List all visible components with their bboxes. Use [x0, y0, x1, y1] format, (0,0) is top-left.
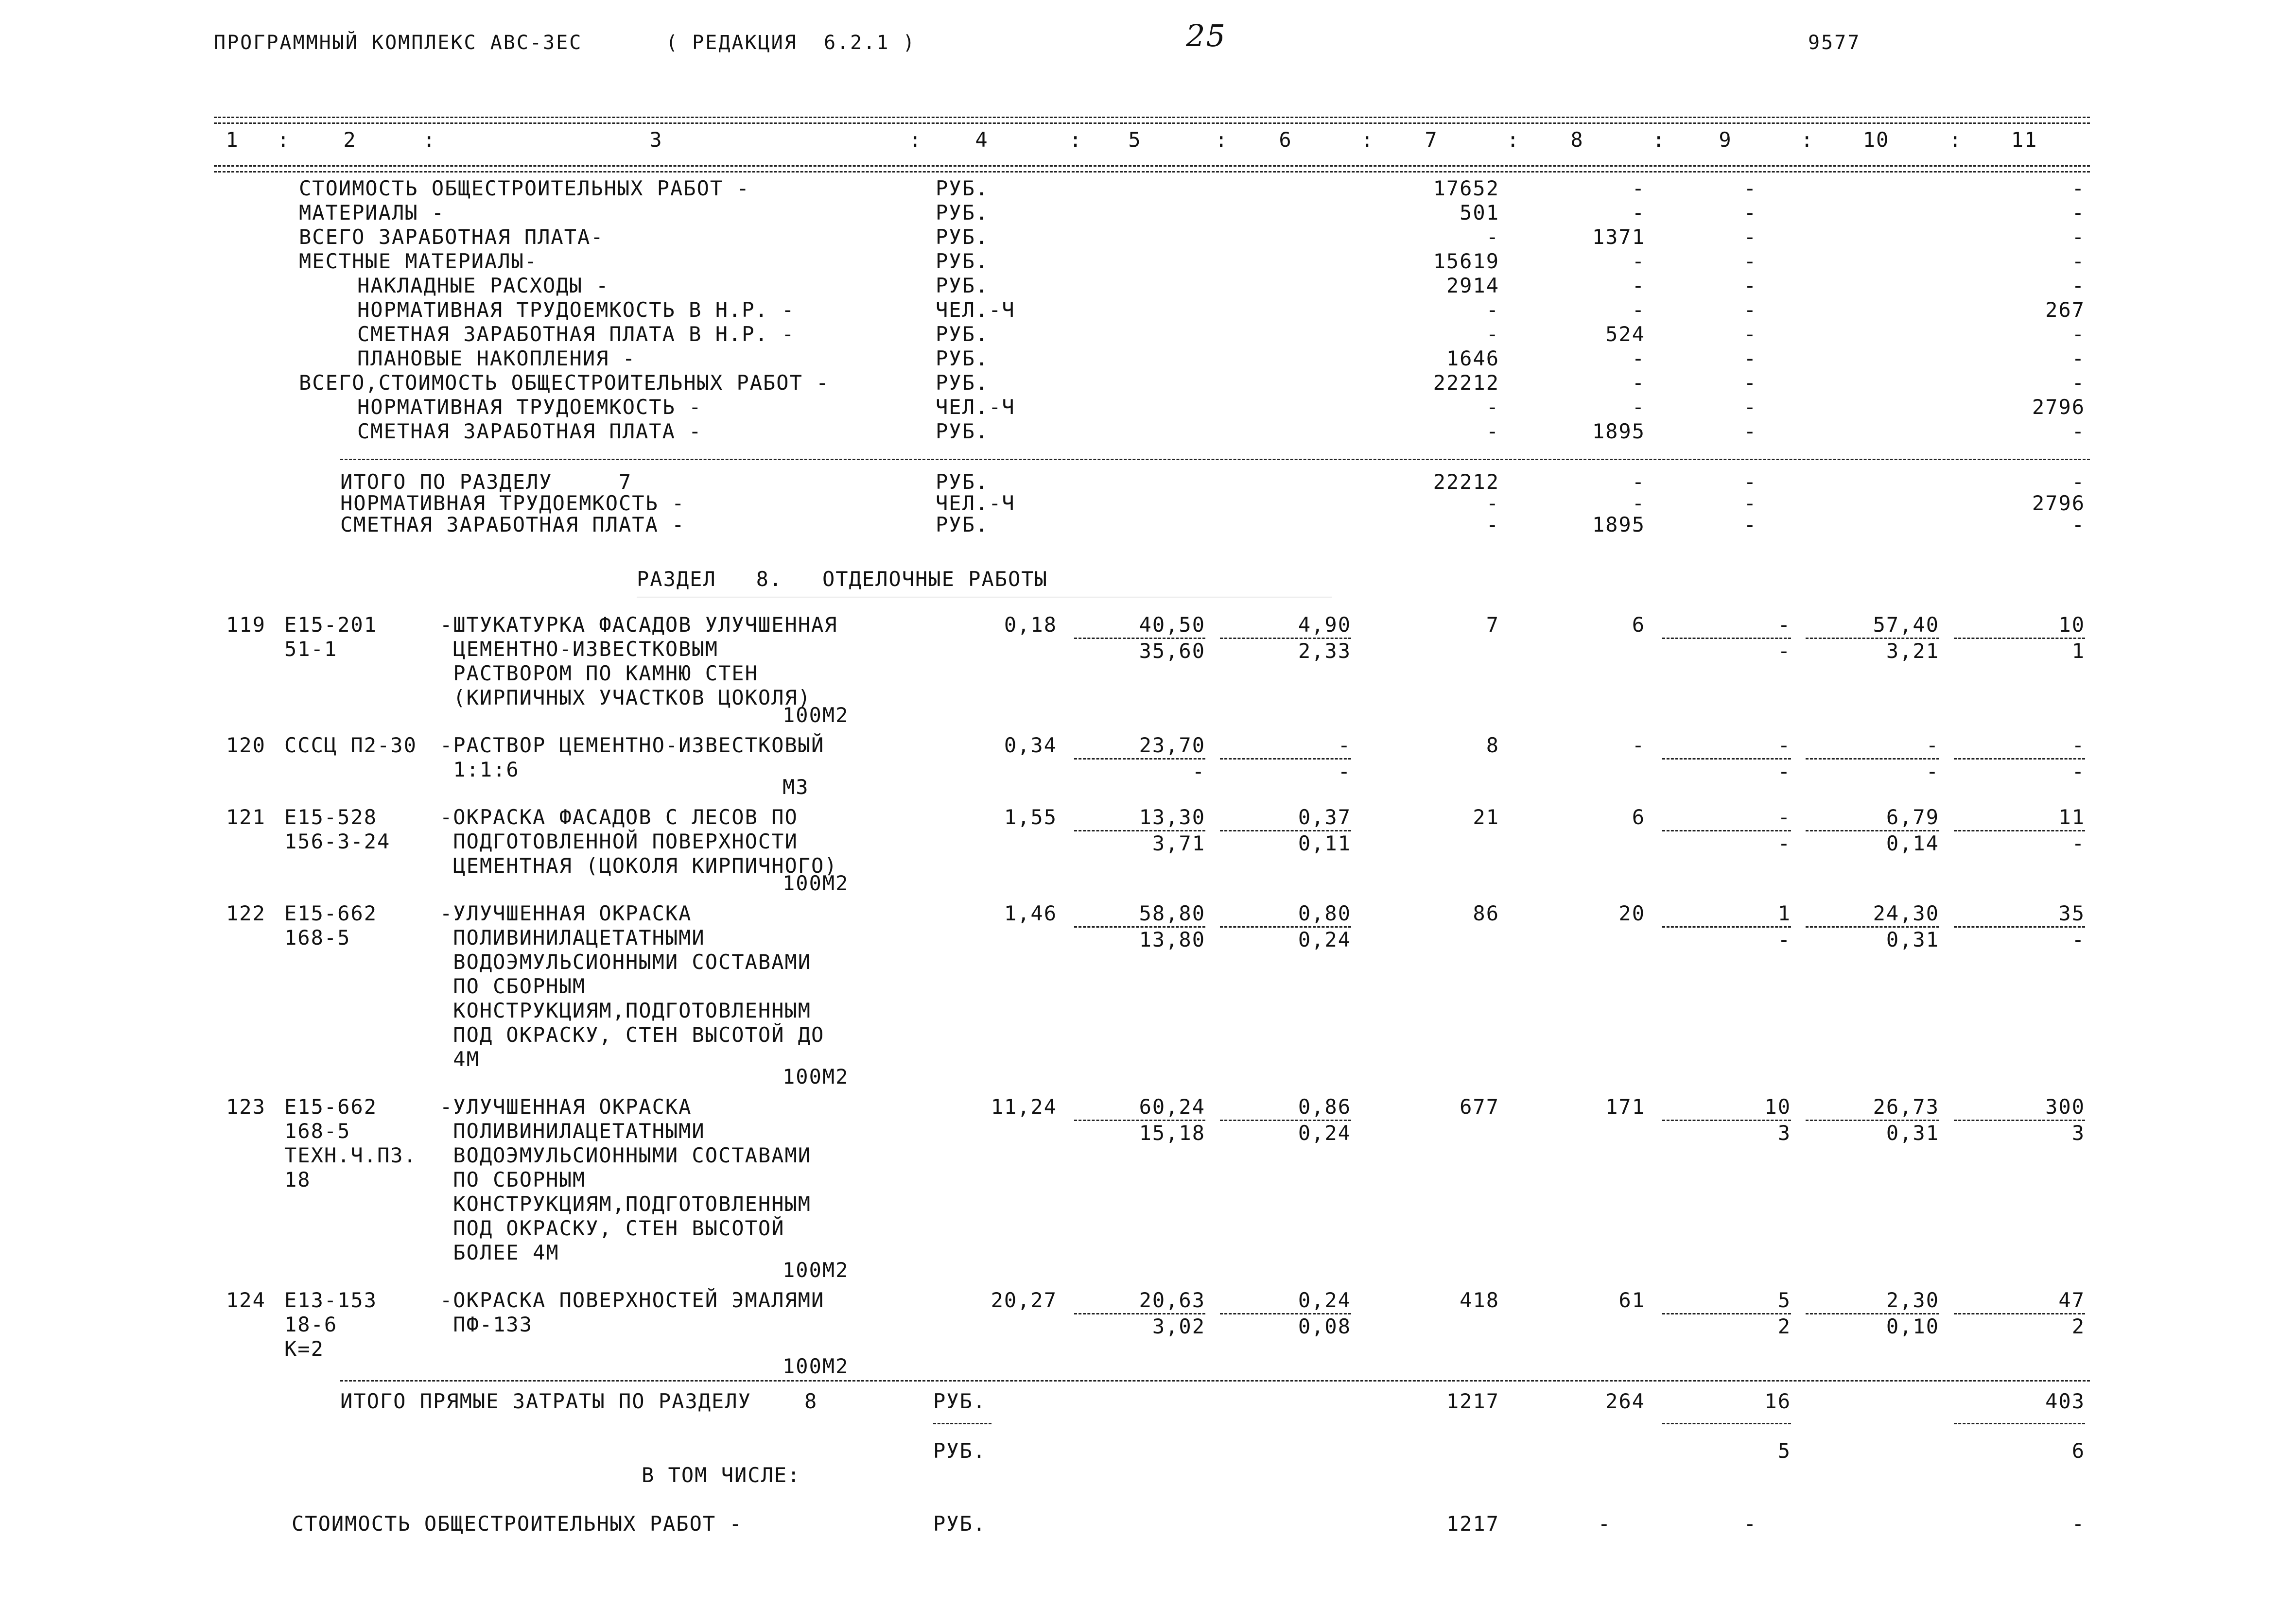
item-labor-per-unit: 6,79: [1886, 805, 1939, 829]
total-col11-b: 6: [2071, 1439, 2085, 1463]
item-wage-per-unit: 13,80: [1139, 928, 1205, 951]
summary-col11: -: [2071, 419, 2085, 443]
summary-col7: -: [1486, 513, 1499, 536]
summary-col8: -: [1632, 176, 1645, 200]
summary-label: СМЕТНАЯ ЗАРАБОТНАЯ ПЛАТА -: [357, 419, 702, 443]
column-header-1: 1: [226, 128, 239, 152]
summary-unit: РУБ.: [936, 249, 989, 273]
item-labor-per-unit: -: [1926, 733, 1939, 757]
summary-unit: РУБ.: [936, 346, 989, 370]
item-code: Е15-528: [284, 805, 378, 829]
item-machine-total: -: [1777, 613, 1791, 637]
item-unit-cost: 13,30: [1139, 805, 1205, 829]
item-machine-wage: 0,24: [1298, 1121, 1351, 1145]
item-labor-total: 300: [2045, 1095, 2085, 1119]
item-machine-labor-total: 2: [2071, 1314, 2085, 1338]
summary-col7: 15619: [1433, 249, 1499, 273]
summary-col7: -: [1486, 419, 1499, 443]
summary-label: СМЕТНАЯ ЗАРАБОТНАЯ ПЛАТА -: [340, 513, 685, 536]
item-machine-labor-total: -: [2071, 831, 2085, 855]
summary-col9: -: [1743, 419, 1757, 443]
table-top-rule: [214, 117, 2090, 118]
item-description: ПФ-133: [440, 1313, 533, 1336]
item-machine-total: -: [1777, 733, 1791, 757]
summary-unit: ЧЕЛ.-Ч: [936, 491, 1015, 515]
item-machine-wage-total: 3: [1777, 1121, 1791, 1145]
item-machine-wage: 0,11: [1298, 831, 1351, 855]
total-label: ИТОГО ПРЯМЫЕ ЗАТРАТЫ ПО РАЗДЕЛУ 8: [340, 1389, 818, 1413]
summary-col8: -: [1632, 274, 1645, 297]
summary-col11: -: [2071, 176, 2085, 200]
column-separator: :: [423, 128, 436, 152]
item-description: -УЛУЧШЕННАЯ ОКРАСКА: [440, 1095, 692, 1119]
summary-col11: -: [2071, 274, 2085, 297]
item-wages: 20: [1618, 901, 1645, 925]
item-quantity: 0,34: [1004, 733, 1057, 757]
summary-label: СТОИМОСТЬ ОБЩЕСТРОИТЕЛЬНЫХ РАБОТ -: [292, 1512, 743, 1536]
summary-label: ПЛАНОВЫЕ НАКОПЛЕНИЯ -: [357, 346, 636, 370]
item-description: ЦЕМЕНТНО-ИЗВЕСТКОВЫМ: [440, 637, 719, 661]
item-wage-per-unit: 3,02: [1152, 1314, 1205, 1338]
summary-col8: -: [1632, 371, 1645, 395]
item-machine-labor: -: [1926, 760, 1939, 783]
summary-unit: РУБ.: [936, 274, 989, 297]
item-machine-labor: 0,10: [1886, 1314, 1939, 1338]
subtotal-rule: [1220, 758, 1351, 760]
item-labor-total: 35: [2058, 901, 2085, 925]
item-description: ВОДОЭМУЛЬСИОННЫМИ СОСТАВАМИ: [440, 1143, 812, 1167]
summary-unit: РУБ.: [933, 1512, 987, 1536]
subtotal-rule: [1662, 926, 1791, 928]
summary-label: МАТЕРИАЛЫ -: [299, 201, 445, 225]
total-subrule: [1662, 1423, 1791, 1424]
summary-col8: -: [1632, 491, 1645, 515]
summary-col11: 267: [2045, 298, 2085, 322]
summary-col8: -: [1632, 201, 1645, 225]
summary-label: СТОИМОСТЬ ОБЩЕСТРОИТЕЛЬНЫХ РАБОТ -: [299, 176, 750, 200]
document-number: 9577: [1808, 32, 1861, 54]
summary-col9: -: [1743, 176, 1757, 200]
item-code: СССЦ П2-30: [284, 733, 417, 757]
summary-col7: 22212: [1433, 371, 1499, 395]
column-header-6: 6: [1279, 128, 1292, 152]
item-machine-wage: 2,33: [1298, 639, 1351, 663]
summary-col9: -: [1743, 1512, 1757, 1536]
summary-col7: 22212: [1433, 470, 1499, 494]
item-machine-cost: 0,80: [1298, 901, 1351, 925]
item-total-cost: 8: [1486, 733, 1499, 757]
summary-label: НАКЛАДНЫЕ РАСХОДЫ -: [357, 274, 609, 297]
total-unit-2: РУБ.: [933, 1439, 987, 1463]
summary-col7: -: [1486, 491, 1499, 515]
item-description: ПОД ОКРАСКУ, СТЕН ВЫСОТОЙ: [440, 1216, 785, 1240]
section7-total-rule: [340, 459, 2090, 460]
item-wage-per-unit: -: [1192, 760, 1205, 783]
item-labor-total: 11: [2058, 805, 2085, 829]
item-machine-wage-total: -: [1777, 831, 1791, 855]
summary-col9: -: [1743, 249, 1757, 273]
item-machine-total: 5: [1777, 1288, 1791, 1312]
subtotal-rule: [1806, 758, 1939, 760]
item-description: ПОДГОТОВЛЕННОЙ ПОВЕРХНОСТИ: [440, 829, 798, 853]
summary-col9: -: [1743, 201, 1757, 225]
item-unit-cost: 58,80: [1139, 901, 1205, 925]
summary-unit: РУБ.: [936, 322, 989, 346]
column-header-8: 8: [1570, 128, 1584, 152]
item-machine-cost: 0,86: [1298, 1095, 1351, 1119]
total-col11: 403: [2045, 1389, 2085, 1413]
summary-label: НОРМАТИВНАЯ ТРУДОЕМКОСТЬ -: [357, 395, 702, 419]
item-description: -УЛУЧШЕННАЯ ОКРАСКА: [440, 901, 692, 925]
item-machine-labor-total: -: [2071, 928, 2085, 951]
section-title-underline: [637, 597, 1332, 601]
item-number: 124: [226, 1288, 266, 1312]
item-description: ПО СБОРНЫМ: [440, 1168, 586, 1192]
subtotal-rule: [1954, 1120, 2085, 1121]
summary-unit: РУБ.: [936, 176, 989, 200]
item-description: (КИРПИЧНЫХ УЧАСТКОВ ЦОКОЛЯ): [440, 686, 812, 709]
summary-col9: -: [1743, 322, 1757, 346]
summary-unit: РУБ.: [936, 201, 989, 225]
item-code: К=2: [284, 1337, 324, 1361]
subtotal-rule: [1662, 1120, 1791, 1121]
column-separator: :: [1215, 128, 1229, 152]
item-unit-of-measure: 100М2: [783, 1065, 849, 1089]
including-label: В ТОМ ЧИСЛЕ:: [642, 1463, 801, 1487]
item-machine-labor: 0,31: [1886, 1121, 1939, 1145]
summary-col8: -: [1598, 1512, 1611, 1536]
item-description: -ОКРАСКА ФАСАДОВ С ЛЕСОВ ПО: [440, 805, 798, 829]
column-header-4: 4: [975, 128, 989, 152]
item-labor-total: 10: [2058, 613, 2085, 637]
subtotal-rule: [1662, 638, 1791, 639]
item-machine-wage: 0,24: [1298, 928, 1351, 951]
summary-col8: -: [1632, 346, 1645, 370]
summary-col7: 2914: [1446, 274, 1499, 297]
subtotal-rule: [1954, 758, 2085, 760]
column-header-11: 11: [2011, 128, 2038, 152]
column-separator: :: [1069, 128, 1083, 152]
summary-col9: -: [1743, 346, 1757, 370]
item-description: -ШТУКАТУРКА ФАСАДОВ УЛУЧШЕННАЯ: [440, 613, 838, 637]
column-separator: :: [277, 128, 291, 152]
summary-label: ИТОГО ПО РАЗДЕЛУ 7: [340, 470, 632, 494]
section-title: РАЗДЕЛ 8. ОТДЕЛОЧНЫЕ РАБОТЫ: [637, 567, 1048, 591]
item-wage-per-unit: 35,60: [1139, 639, 1205, 663]
item-total-cost: 21: [1473, 805, 1499, 829]
item-labor-per-unit: 2,30: [1886, 1288, 1939, 1312]
summary-col9: -: [1743, 470, 1757, 494]
item-machine-labor-total: -: [2071, 760, 2085, 783]
item-number: 119: [226, 613, 266, 637]
summary-col8: 1895: [1592, 513, 1645, 536]
item-total-cost: 418: [1460, 1288, 1499, 1312]
summary-col11: 2796: [2032, 491, 2085, 515]
item-total-cost: 677: [1460, 1095, 1499, 1119]
column-header-7: 7: [1425, 128, 1438, 152]
summary-col7: -: [1486, 395, 1499, 419]
item-machine-total: -: [1777, 805, 1791, 829]
total-col8: 264: [1605, 1389, 1645, 1413]
total-subrule: [1954, 1423, 2085, 1424]
item-total-cost: 7: [1486, 613, 1499, 637]
summary-col11: -: [2071, 513, 2085, 536]
item-code: Е15-662: [284, 1095, 378, 1119]
subtotal-rule: [1954, 926, 2085, 928]
item-description: ПОЛИВИНИЛАЦЕТАТНЫМИ: [440, 926, 705, 950]
item-number: 120: [226, 733, 266, 757]
program-edition: ( РЕДАКЦИЯ 6.2.1 ): [666, 32, 916, 54]
item-code: 51-1: [284, 637, 338, 661]
summary-col8: 524: [1605, 322, 1645, 346]
column-header-9: 9: [1719, 128, 1732, 152]
item-wages: 6: [1632, 613, 1645, 637]
item-description: КОНСТРУКЦИЯМ,ПОДГОТОВЛЕННЫМ: [440, 1192, 812, 1216]
subtotal-rule: [1662, 1313, 1791, 1314]
item-machine-wage: 0,08: [1298, 1314, 1351, 1338]
summary-col9: -: [1743, 491, 1757, 515]
item-quantity: 20,27: [991, 1288, 1057, 1312]
summary-col11: -: [2071, 322, 2085, 346]
summary-col9: -: [1743, 371, 1757, 395]
item-description: ЦЕМЕНТНАЯ (ЦОКОЛЯ КИРПИЧНОГО): [440, 854, 838, 878]
item-wages: -: [1632, 733, 1645, 757]
summary-col8: 1371: [1592, 225, 1645, 249]
summary-unit: РУБ.: [936, 419, 989, 443]
item-machine-cost: 0,24: [1298, 1288, 1351, 1312]
item-machine-wage-total: -: [1777, 928, 1791, 951]
summary-col11: -: [2071, 470, 2085, 494]
item-unit-cost: 60,24: [1139, 1095, 1205, 1119]
subtotal-rule: [1954, 1313, 2085, 1314]
item-description: РАСТВОРОМ ПО КАМНЮ СТЕН: [440, 661, 758, 685]
item-wages: 171: [1605, 1095, 1645, 1119]
summary-col11: -: [2071, 1512, 2085, 1536]
summary-label: ВСЕГО,СТОИМОСТЬ ОБЩЕСТРОИТЕЛЬНЫХ РАБОТ -: [299, 371, 830, 395]
item-description: 4М: [440, 1047, 480, 1071]
item-number: 121: [226, 805, 266, 829]
summary-label: НОРМАТИВНАЯ ТРУДОЕМКОСТЬ В Н.Р. -: [357, 298, 795, 322]
item-machine-wage-total: -: [1777, 639, 1791, 663]
total-col9-b: 5: [1777, 1439, 1791, 1463]
item-machine-labor-total: 3: [2071, 1121, 2085, 1145]
item-code: 156-3-24: [284, 829, 391, 853]
column-header-3: 3: [649, 128, 663, 152]
total-rule: [340, 1380, 2090, 1382]
item-quantity: 11,24: [991, 1095, 1057, 1119]
summary-unit: ЧЕЛ.-Ч: [936, 298, 1015, 322]
item-description: -ОКРАСКА ПОВЕРХНОСТЕЙ ЭМАЛЯМИ: [440, 1288, 825, 1312]
item-description: 1:1:6: [440, 758, 520, 781]
summary-col9: -: [1743, 298, 1757, 322]
item-number: 122: [226, 901, 266, 925]
item-code: Е13-153: [284, 1288, 378, 1312]
item-code: Е15-201: [284, 613, 378, 637]
total-subrule: [933, 1423, 991, 1424]
item-labor-total: 47: [2058, 1288, 2085, 1312]
summary-col9: -: [1743, 225, 1757, 249]
item-code: 168-5: [284, 1119, 351, 1143]
item-number: 123: [226, 1095, 266, 1119]
summary-col11: -: [2071, 346, 2085, 370]
summary-label: СМЕТНАЯ ЗАРАБОТНАЯ ПЛАТА В Н.Р. -: [357, 322, 795, 346]
header-bottom-rule: [214, 171, 2090, 173]
item-code: 18-6: [284, 1313, 338, 1336]
item-labor-per-unit: 57,40: [1873, 613, 1939, 637]
table-top-rule: [214, 122, 2090, 124]
item-machine-labor: 0,31: [1886, 928, 1939, 951]
item-labor-per-unit: 24,30: [1873, 901, 1939, 925]
item-description: ПО СБОРНЫМ: [440, 974, 586, 998]
item-description: ПОД ОКРАСКУ, СТЕН ВЫСОТОЙ ДО: [440, 1023, 825, 1047]
subtotal-rule: [1954, 830, 2085, 831]
page-number: 25: [1186, 18, 1226, 53]
item-machine-labor: 0,14: [1886, 831, 1939, 855]
summary-unit: РУБ.: [936, 470, 989, 494]
summary-col11: -: [2071, 371, 2085, 395]
item-total-cost: 86: [1473, 901, 1499, 925]
summary-col7: -: [1486, 322, 1499, 346]
item-machine-total: 1: [1777, 901, 1791, 925]
item-quantity: 0,18: [1004, 613, 1057, 637]
subtotal-rule: [1662, 758, 1791, 760]
column-separator: :: [1801, 128, 1814, 152]
item-code: Е15-662: [284, 901, 378, 925]
item-code: ТЕХН.Ч.П3.: [284, 1143, 417, 1167]
column-separator: :: [1652, 128, 1666, 152]
item-unit-of-measure: 100М2: [783, 1258, 849, 1282]
item-unit-cost: 20,63: [1139, 1288, 1205, 1312]
item-machine-labor-total: 1: [2071, 639, 2085, 663]
summary-label: ВСЕГО ЗАРАБОТНАЯ ПЛАТА-: [299, 225, 604, 249]
item-unit-cost: 40,50: [1139, 613, 1205, 637]
summary-col8: -: [1632, 470, 1645, 494]
column-separator: :: [1361, 128, 1374, 152]
item-labor-total: -: [2071, 733, 2085, 757]
item-machine-cost: 4,90: [1298, 613, 1351, 637]
item-quantity: 1,55: [1004, 805, 1057, 829]
summary-col9: -: [1743, 274, 1757, 297]
item-description: БОЛЕЕ 4М: [440, 1241, 559, 1264]
summary-col11: -: [2071, 225, 2085, 249]
item-description: ПОЛИВИНИЛАЦЕТАТНЫМИ: [440, 1119, 705, 1143]
column-header-2: 2: [343, 128, 357, 152]
item-machine-labor: 3,21: [1886, 639, 1939, 663]
summary-label: НОРМАТИВНАЯ ТРУДОЕМКОСТЬ -: [340, 491, 685, 515]
total-col7: 1217: [1446, 1389, 1499, 1413]
column-header-10: 10: [1862, 128, 1890, 152]
item-unit-of-measure: 100М2: [783, 703, 849, 727]
item-unit-cost: 23,70: [1139, 733, 1205, 757]
item-machine-wage-total: -: [1777, 760, 1791, 783]
item-machine-wage-total: 2: [1777, 1314, 1791, 1338]
summary-col8: 1895: [1592, 419, 1645, 443]
header-bottom-rule: [214, 165, 2090, 167]
column-header-5: 5: [1128, 128, 1142, 152]
summary-col7: 1646: [1446, 346, 1499, 370]
item-unit-of-measure: М3: [783, 775, 809, 799]
item-description: КОНСТРУКЦИЯМ,ПОДГОТОВЛЕННЫМ: [440, 999, 812, 1022]
subtotal-rule: [1954, 638, 2085, 639]
item-wages: 61: [1618, 1288, 1645, 1312]
item-quantity: 1,46: [1004, 901, 1057, 925]
summary-col8: -: [1632, 249, 1645, 273]
column-separator: :: [1507, 128, 1520, 152]
subtotal-rule: [1074, 758, 1205, 760]
item-code: 18: [284, 1168, 311, 1192]
summary-unit: РУБ.: [936, 371, 989, 395]
summary-label: МЕСТНЫЕ МАТЕРИАЛЫ-: [299, 249, 538, 273]
column-separator: :: [1949, 128, 1963, 152]
item-wage-per-unit: 15,18: [1139, 1121, 1205, 1145]
summary-col8: -: [1632, 298, 1645, 322]
summary-col7: -: [1486, 225, 1499, 249]
item-machine-total: 10: [1764, 1095, 1791, 1119]
summary-col9: -: [1743, 513, 1757, 536]
summary-col7: 1217: [1446, 1512, 1499, 1536]
total-col9: 16: [1764, 1389, 1791, 1413]
summary-col8: -: [1632, 395, 1645, 419]
summary-col11: -: [2071, 249, 2085, 273]
item-code: 168-5: [284, 926, 351, 950]
item-description: -РАСТВОР ЦЕМЕНТНО-ИЗВЕСТКОВЫЙ: [440, 733, 825, 757]
total-unit: РУБ.: [933, 1389, 987, 1413]
item-unit-of-measure: 100М2: [783, 1354, 849, 1378]
item-wages: 6: [1632, 805, 1645, 829]
subtotal-rule: [1662, 830, 1791, 831]
summary-col11: 2796: [2032, 395, 2085, 419]
summary-col7: 17652: [1433, 176, 1499, 200]
item-labor-per-unit: 26,73: [1873, 1095, 1939, 1119]
column-separator: :: [909, 128, 922, 152]
summary-col11: -: [2071, 201, 2085, 225]
item-machine-cost: -: [1338, 733, 1351, 757]
item-machine-wage: -: [1338, 760, 1351, 783]
item-description: ВОДОЭМУЛЬСИОННЫМИ СОСТАВАМИ: [440, 950, 812, 974]
item-unit-of-measure: 100М2: [783, 871, 849, 895]
item-wage-per-unit: 3,71: [1152, 831, 1205, 855]
summary-col9: -: [1743, 395, 1757, 419]
summary-unit: РУБ.: [936, 225, 989, 249]
summary-unit: РУБ.: [936, 513, 989, 536]
summary-unit: ЧЕЛ.-Ч: [936, 395, 1015, 419]
summary-col7: -: [1486, 298, 1499, 322]
summary-col7: 501: [1460, 201, 1499, 225]
item-machine-cost: 0,37: [1298, 805, 1351, 829]
program-name: ПРОГРАММНЫЙ КОМПЛЕКС АВС-3ЕС: [214, 32, 583, 54]
